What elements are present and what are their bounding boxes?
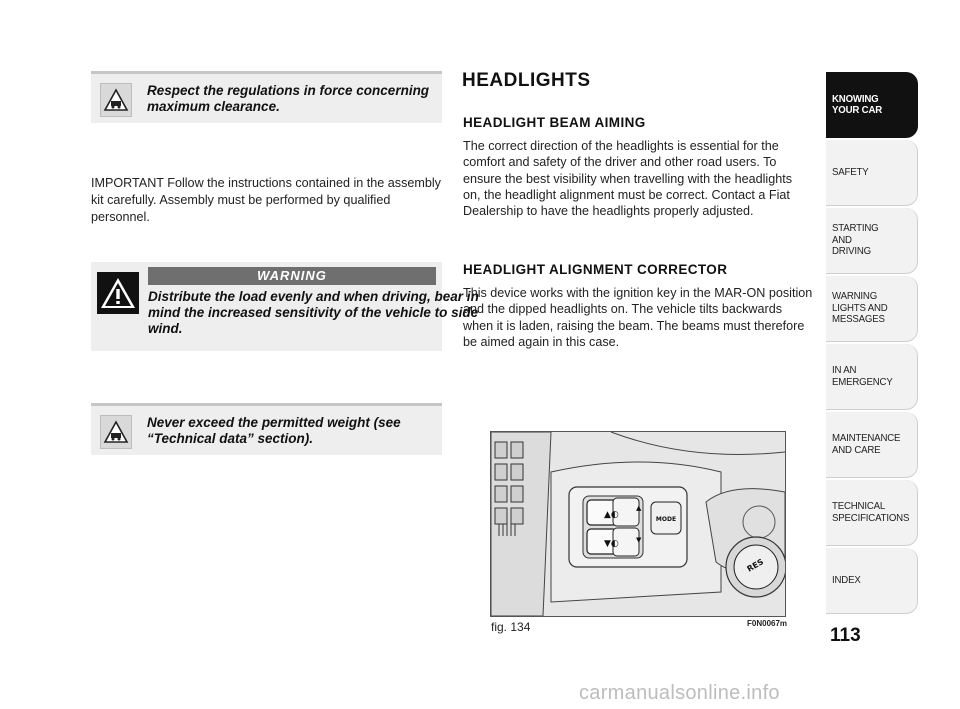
section-text-alignment-corrector: This device works with the ignition key in the MAR-ON position and the dipped headlights on. The vehicle tilts backwards when it is laden, raising the beam. The beams must therefore be aimed again in this case. — [463, 286, 813, 349]
warning-text — [96, 289, 488, 337]
tab-warning-lights[interactable] — [826, 276, 918, 342]
tab-safety[interactable] — [826, 140, 918, 206]
note-box-clearance — [91, 71, 442, 123]
note-text-clearance: Respect the regulations in force concerning maximum clearance. — [147, 83, 430, 114]
mode-button-label: MODE — [655, 516, 677, 523]
warning-box — [91, 262, 479, 351]
vehicle-load-icon — [100, 83, 132, 117]
tab-label: INDEX — [832, 573, 861, 586]
warning-text-content: Distribute the load evenly and when driving, bear in mind the increased sensitivity of the vehicle to side wind. — [148, 289, 479, 336]
dashboard-illustration — [491, 432, 785, 616]
figure-headlight-corrector — [490, 431, 786, 617]
section-title-alignment-corrector: HEADLIGHT ALIGNMENT CORRECTOR — [463, 262, 728, 277]
page-title: HEADLIGHTS — [462, 70, 591, 91]
tab-label: IN AN EMERGENCY — [832, 364, 893, 388]
figure-code: F0N0067m — [747, 619, 788, 628]
important-paragraph: IMPORTANT Follow the instructions contained in the assembly kit carefully. Assembly must be performed by qualified personnel. — [91, 176, 441, 224]
section-title-beam-aiming: HEADLIGHT BEAM AIMING — [463, 115, 646, 130]
section-text-beam-aiming: The correct direction of the headlights is essential for the comfort and safety of the driver and other road users. To ensure the best visibility when travelling with the headlights on, the headlight alignment must be correct. Contact a Fiat Dealership to have the headlights properly adjusted. — [463, 139, 793, 219]
svg-text:▼: ▼ — [636, 536, 642, 544]
vehicle-weight-icon — [100, 415, 132, 449]
tab-index[interactable] — [826, 548, 918, 614]
res-knob-label: RES — [745, 557, 766, 574]
watermark: carmanualsonline.info — [579, 682, 780, 704]
tab-starting-and-driving[interactable] — [826, 208, 918, 274]
warning-title: WARNING — [148, 267, 436, 285]
tab-technical-specifications[interactable] — [826, 480, 918, 546]
tab-knowing-your-car[interactable] — [826, 72, 918, 138]
tab-in-an-emergency[interactable] — [826, 344, 918, 410]
tab-label: KNOWING YOUR CAR — [832, 92, 883, 116]
figure-caption: fig. 134 — [491, 620, 531, 634]
note-text-weight: Never exceed the permitted weight (see “Technical data” section). — [147, 415, 401, 446]
tab-label: WARNING LIGHTS AND MESSAGES — [832, 290, 888, 326]
tab-maintenance-and-care[interactable] — [826, 412, 918, 478]
tab-label: STARTING AND DRIVING — [832, 222, 879, 258]
tab-label: SAFETY — [832, 165, 869, 178]
note-box-weight — [91, 403, 442, 455]
svg-text:▲: ▲ — [636, 504, 642, 512]
tab-label: TECHNICAL SPECIFICATIONS — [832, 500, 910, 524]
page-number: 113 — [830, 625, 861, 646]
svg-text:▼◐: ▼◐ — [604, 539, 619, 549]
tab-label: MAINTENANCE AND CARE — [832, 432, 901, 456]
svg-text:▲◐: ▲◐ — [604, 510, 619, 520]
